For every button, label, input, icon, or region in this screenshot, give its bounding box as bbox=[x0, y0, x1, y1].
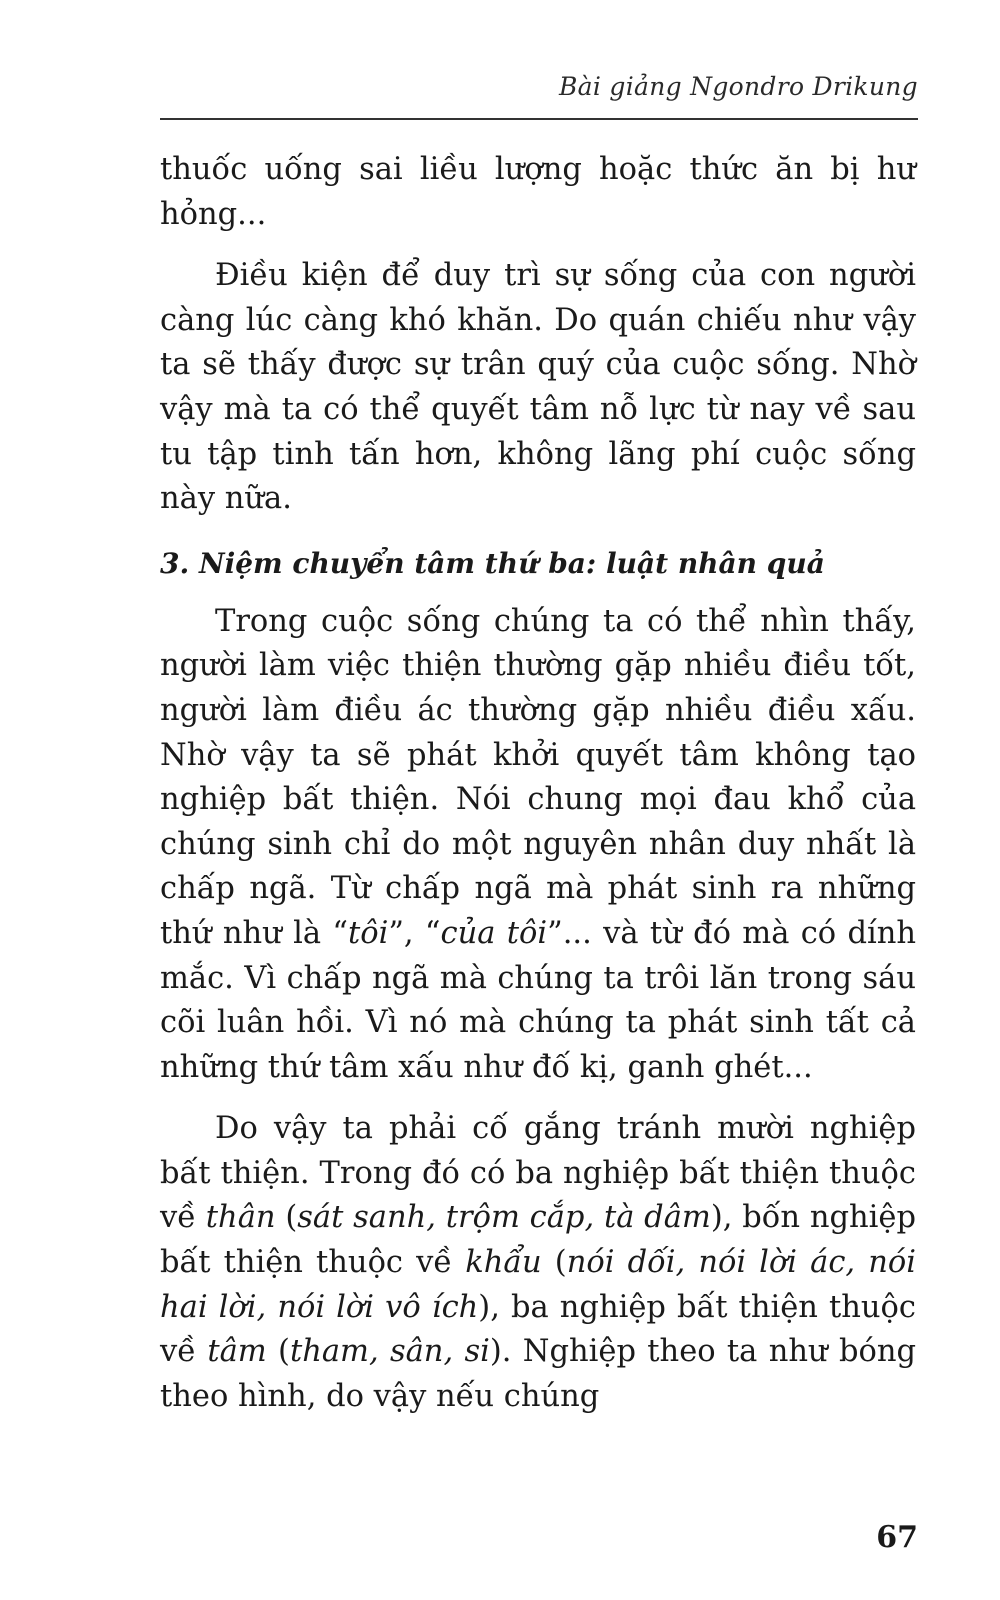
italic-term: của tôi bbox=[440, 915, 548, 951]
text-run: ), bốn nghiệp bất thiện thuộc về bbox=[160, 1200, 916, 1281]
section-heading: 3. Niệm chuyển tâm thứ ba: luật nhân quả bbox=[160, 546, 825, 580]
italic-term: tâm bbox=[207, 1334, 267, 1370]
italic-term: sát sanh, trộm cắp, tà dâm bbox=[297, 1200, 711, 1236]
text-run: Do vậy ta phải cố gắng tránh mười nghiệp bất thiện. Trong đó có ba nghiệp bất thiện thuộc về bbox=[160, 1111, 916, 1236]
italic-term: nói dối, nói lời ác, nói hai lời, nói lời vô ích bbox=[160, 1245, 916, 1325]
text-run: ). Nghiệp theo ta như bóng theo hình, do vậy nếu chúng bbox=[160, 1334, 916, 1414]
paragraph bbox=[160, 1107, 916, 1419]
italic-term: khẩu bbox=[465, 1245, 542, 1281]
paragraph bbox=[160, 600, 916, 1091]
italic-term: tôi bbox=[347, 915, 389, 951]
text-run: Trong cuộc sống chúng ta có thể nhìn thấy, người làm việc thiện thường gặp nhiều điều tốt, người làm điều ác thường gặp nhiều điều xấu. Nhờ vậy ta sẽ phát khởi quyết tâm không tạo nghiệp bất thiện. Nói chung mọi đau khổ của chúng sinh chỉ do một nguyên nhân duy nhất là chấp ngã. Từ chấp ngã mà phát sinh ra những thứ như là “ bbox=[160, 603, 916, 951]
paragraph: Điều kiện để duy trì sự sống của con người càng lúc càng khó khăn. Do quán chiếu như vậy ta sẽ thấy được sự trân quý của cuộc sống. Nhờ vậy mà ta có thể quyết tâm nỗ lực từ nay về sau tu tập tinh tấn hơn, không lãng phí cuộc sống này nữa. bbox=[160, 258, 916, 517]
text-run: ( bbox=[541, 1245, 567, 1281]
page-body bbox=[160, 148, 916, 1436]
text-run: ( bbox=[275, 1200, 298, 1236]
header-divider bbox=[160, 118, 918, 120]
italic-term: thân bbox=[205, 1200, 276, 1236]
italic-term: tham, sân, si bbox=[289, 1334, 490, 1370]
paragraph-continued: thuốc uống sai liều lượng hoặc thức ăn bị hư hỏng... bbox=[160, 152, 916, 232]
running-header-title: Bài giảng Ngondro Drikung bbox=[558, 72, 918, 101]
text-run: ”, “ bbox=[388, 915, 441, 951]
text-run: ( bbox=[266, 1334, 290, 1370]
text-run: ”... và từ đó mà có dính mắc. Vì chấp ngã mà chúng ta trôi lăn trong sáu cõi luân hồi. Vì nó mà chúng ta phát sinh tất cả những thứ tâm xấu như đố kị, ganh ghét... bbox=[160, 915, 917, 1085]
text-run: ), ba nghiệp bất thiện thuộc về bbox=[160, 1289, 916, 1370]
page-number: 67 bbox=[876, 1520, 918, 1555]
